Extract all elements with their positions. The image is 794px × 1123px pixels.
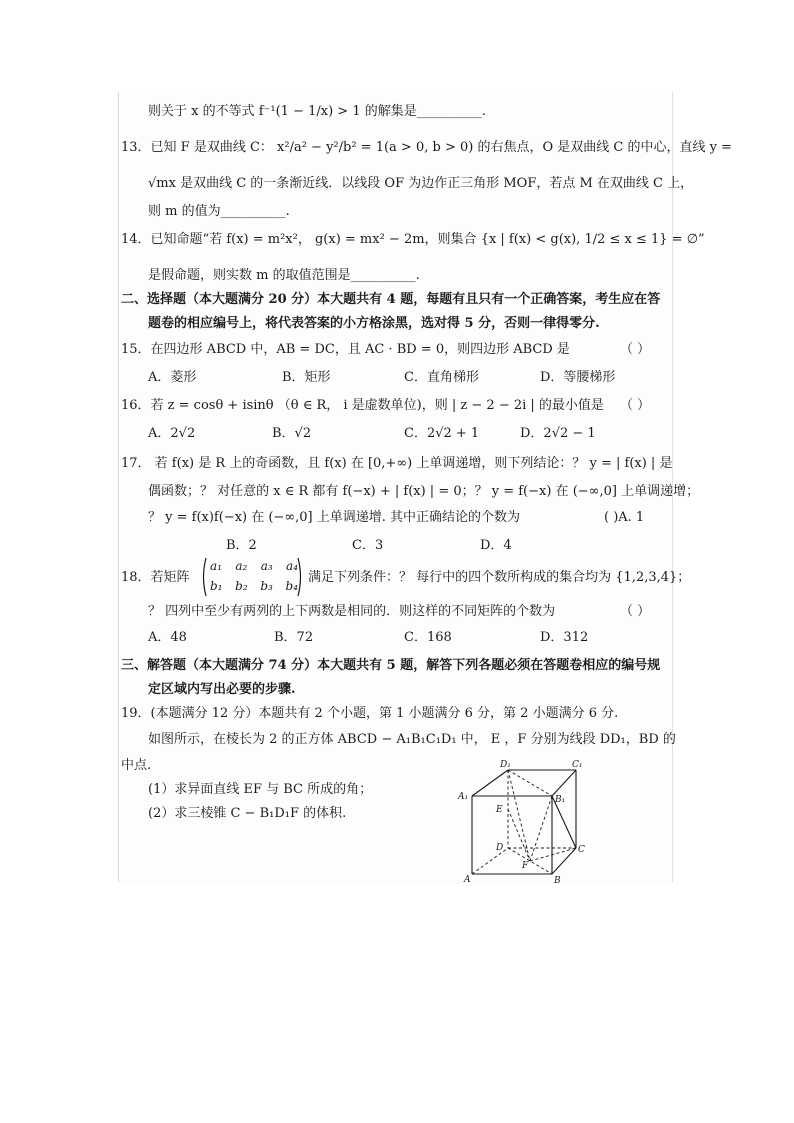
q18-line1-prefix: 18．若矩阵 [121, 570, 190, 585]
q17-choice-d: D．4 [480, 538, 512, 553]
q16-choice-c: C．2√2 + 1 [404, 426, 480, 441]
matrix-b2: b₂ [235, 579, 248, 593]
q17-choices [226, 538, 666, 554]
label-D1: D₁ [500, 760, 511, 770]
q16-choice-a: A．2√2 [148, 426, 196, 441]
q15-choice-b: B．矩形 [282, 370, 331, 385]
matrix-a2: a₂ [235, 559, 248, 573]
q15-answer-paren: （ ） [620, 342, 651, 357]
label-E: E [496, 805, 503, 815]
label-A1: A₁ [458, 792, 469, 802]
q18-choice-a: A．48 [148, 630, 187, 645]
matrix-b4: b₄ [285, 579, 298, 593]
q17-choice-b: B．2 [226, 538, 257, 553]
q15-choice-c: C．直角梯形 [404, 370, 479, 385]
q16-choice-d: D．2√2 − 1 [520, 426, 596, 441]
q16-choices [148, 426, 668, 442]
q19-part1: (1）求异面直线 EF 与 BC 所成的角； [148, 782, 373, 797]
q16-choice-b: B．√2 [272, 426, 312, 441]
matrix-row-1 [210, 559, 298, 573]
matrix-a4: a₄ [286, 559, 298, 573]
q18-choice-d: D．312 [540, 630, 589, 645]
matrix-a3: a₃ [260, 559, 273, 573]
q13-line3: 则 m 的值为__________. [148, 204, 290, 219]
q14-line2: 是假命题，则实数 m 的取值范围是__________. [148, 268, 420, 283]
q19-stem-line2: 中点. [121, 758, 152, 773]
q17-line3: ？ y = f(x)f(−x) 在 (−∞,0] 上单调递增. 其中正确结论的个数为 [148, 510, 521, 525]
section2-heading-line2: 题卷的相应编号上，将代表答案的小方格涂黑，选对得 5 分，否则一律得零分. [148, 316, 600, 331]
q13-line2: √mx 是双曲线 C 的一条渐近线．以线段 OF 为边作正三角形 MOF，若点 M 在双曲线 C 上， [148, 176, 694, 191]
matrix-row-2 [210, 579, 298, 593]
section3-heading-line2: 定区域内写出必要的步骤. [148, 682, 296, 697]
q16-answer-paren: （ ） [620, 398, 651, 413]
label-D: D [496, 843, 504, 853]
q18-matrix [200, 556, 304, 598]
q12-continuation: 则关于 x 的不等式 f⁻¹(1 − 1/x) > 1 的解集是__________. [148, 104, 486, 119]
label-B1: B₁ [555, 795, 566, 805]
q15-choices [148, 370, 668, 386]
label-C1: C₁ [572, 760, 583, 770]
q15-choice-d: D．等腰梯形 [540, 370, 616, 385]
q17-line2: 偶函数；？ 对任意的 x ∈ R 都有 f(−x) + | f(x) | = 0；？ y = f(−x) 在 (−∞,0] 上单调递增； [148, 484, 700, 499]
section2-heading-line1: 二、选择题（本大题满分 20 分）本大题共有 4 题，每题有且只有一个正确答案，考生应在答 [121, 292, 661, 307]
label-A: A [464, 875, 471, 885]
q19-header: 19．(本题满分 12 分）本题共有 2 个小题，第 1 小题满分 6 分，第 2 小题满分 6 分. [121, 706, 619, 721]
label-C: C [578, 845, 585, 855]
q17-answer-paren: ( )A. 1 [604, 510, 645, 525]
q13-line1: 13．已知 F 是双曲线 C： x²/a² − y²/b² = 1(a > 0, b > 0) 的右焦点，O 是双曲线 C 的中心，直线 y = [121, 140, 732, 155]
matrix-b1: b₁ [210, 579, 223, 593]
matrix-b3: b₃ [260, 579, 273, 593]
matrix-a1: a₁ [210, 559, 222, 573]
cube-diagram [452, 756, 602, 888]
q14-line1: 14．已知命题“若 f(x) = m²x²， g(x) = mx² − 2m，则集合 {x | f(x) < g(x), 1/2 ≤ x ≤ 1} = ∅” [121, 232, 705, 247]
q19-part2: (2）求三棱锥 C − B₁D₁F 的体积. [148, 806, 347, 821]
q17-line1: 17． 若 f(x) 是 R 上的奇函数，且 f(x) 在 [0,+∞) 上单调递增，则下列结论：？ y = | f(x) | 是 [121, 456, 673, 471]
q15-choice-a: A．菱形 [148, 370, 197, 385]
q18-line1-conditions: 满足下列条件：？ 每行中的四个数所构成的集合均为 {1,2,3,4}； [308, 570, 691, 585]
section3-heading-line1: 三、解答题（本大题满分 74 分）本大题共有 5 题，解答下列各题必须在答题卷相应的编号规 [121, 658, 661, 673]
q17-choice-c: C．3 [352, 538, 384, 553]
q18-choices [148, 630, 668, 646]
q18-choice-c: C．168 [404, 630, 452, 645]
q19-stem-line1: 如图所示，在棱长为 2 的正方体 ABCD − A₁B₁C₁D₁ 中， E ，F 分别为线段 DD₁，BD 的 [148, 732, 676, 747]
cube-figure [452, 756, 602, 888]
q18-line2: ？ 四列中至少有两列的上下两数是相同的．则这样的不同矩阵的个数为 [148, 604, 556, 619]
q15-stem: 15．在四边形 ABCD 中，AB = DC，且 AC · BD = 0，则四边形 ABCD 是 [121, 342, 570, 357]
q18-choice-b: B．72 [274, 630, 314, 645]
q18-answer-paren: （ ） [620, 604, 651, 619]
q16-stem: 16．若 z = cosθ + isinθ （θ ∈ R， i 是虚数单位)，则 | z − 2 − 2i | 的最小值是 [121, 398, 604, 413]
label-B: B [554, 876, 561, 886]
label-F: F [522, 861, 529, 871]
